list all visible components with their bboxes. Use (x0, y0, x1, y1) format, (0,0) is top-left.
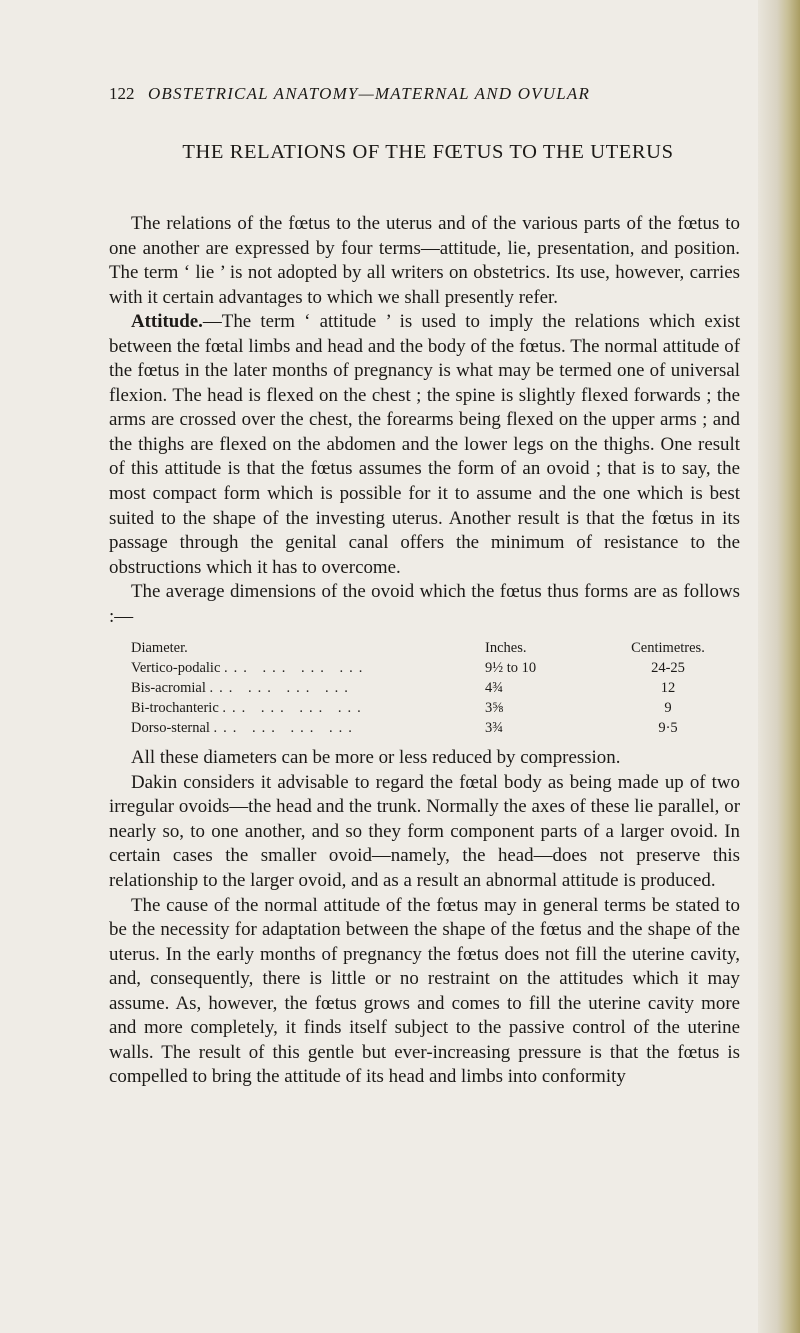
leader-dots: ... ... ... ... (224, 660, 369, 677)
runin-heading-attitude: Attitude. (131, 311, 203, 333)
body-text (109, 212, 740, 1090)
row-diameter-name: Vertico-podalic (131, 660, 221, 677)
paragraph-intro: The relations of the fœtus to the uterus and of the various parts of the fœtus to one another are expressed by four terms—attitude, lie, presentation, and position. The term ‘ lie ’ is not adopted by all writers on obstetrics. Its use, however, carries with it certain advantages to which we shall presently refer. (109, 213, 740, 308)
page-edge-shadow (758, 0, 800, 1333)
table-row (131, 698, 721, 718)
dimensions-table (131, 638, 721, 738)
running-head (109, 84, 729, 104)
running-head-title: OBSTETRICAL ANATOMY—MATERNAL AND OVULAR (147, 84, 591, 103)
paragraph-attitude (109, 310, 740, 580)
row-inches: 3¾ (485, 720, 504, 737)
leader-dots: ... ... ... ... (209, 680, 354, 697)
paragraph-attitude-text: —The term ‘ attitude ’ is used to imply the relations which exist between the fœtal limbs and head and the body of the fœtus. The normal attitude of the fœtus in the later months of pregnancy is what may be termed one of universal flexion. The head is flexed on the chest ; the spine is slightly flexed forwards ; the arms are crossed over the chest, the forearms being flexed on the upper arms ; and the thighs are flexed on the abdomen and the lower legs on the thighs. One result of this attitude is that the fœtus assumes the form of an ovoid ; that is to say, the most compact form which is possible for it to assume and the one which is best suited to the shape of the investing uterus. Another result is that the fœtus in its passage through the genital canal offers the minimum of resistance to the obstructions which it has to overcome. (109, 311, 740, 578)
header-centimetres: Centimetres. (631, 640, 705, 657)
row-diameter-name: Dorso-sternal (131, 720, 210, 737)
row-diameter-name: Bi-trochanteric (131, 700, 219, 717)
table-header-row (131, 638, 721, 658)
row-centimetres: 9 (664, 700, 672, 717)
row-inches: 3⅝ (485, 700, 504, 717)
header-diameter: Diameter. (131, 640, 188, 657)
page-number: 122 (109, 84, 135, 103)
paragraph-cause: The cause of the normal attitude of the fœtus may in general terms be stated to be the necessity for adaptation between the shape of the fœtus and the shape of the uterus. In the early months of pregnancy the fœtus does not fill the uterine cavity, and, consequently, there is little or no restraint on the attitudes which it may assume. As, however, the fœtus grows and comes to fill the uterine cavity more and more completely, it finds itself subject to the passive control of the uterine walls. The result of this gentle but ever-increasing pressure is that the fœtus is compelled to bring the attitude of its head and limbs into conformity (109, 894, 740, 1088)
paragraph-compression: All these diameters can be more or less reduced by compression. (131, 747, 621, 769)
row-diameter-name: Bis-acromial (131, 680, 206, 697)
row-centimetres: 9·5 (658, 720, 678, 737)
leader-dots: ... ... ... ... (213, 720, 358, 737)
header-inches: Inches. (485, 640, 527, 657)
row-inches: 4¾ (485, 680, 504, 697)
section-title: THE RELATIONS OF THE FŒTUS TO THE UTERUS (182, 141, 674, 163)
paragraph-dakin: Dakin considers it advisable to regard the fœtal body as being made up of two irregular ovoids—the head and the trunk. Normally the axes of these lie parallel, or nearly so, to one another, and so they form component parts of a larger ovoid. In certain cases the smaller ovoid—namely, the head—does not preserve this relationship to the larger ovoid, and as a result an abnormal attitude is produced. (109, 771, 740, 892)
table-row (131, 678, 721, 698)
leader-dots: ... ... ... ... (222, 700, 367, 717)
table-row (131, 658, 721, 678)
row-centimetres: 24-25 (651, 660, 685, 677)
table-row (131, 718, 721, 738)
row-inches: 9½ to 10 (485, 660, 537, 677)
paragraph-dimensions-intro: The average dimensions of the ovoid which the fœtus thus forms are as follows :— (109, 581, 740, 627)
row-centimetres: 12 (660, 680, 676, 697)
